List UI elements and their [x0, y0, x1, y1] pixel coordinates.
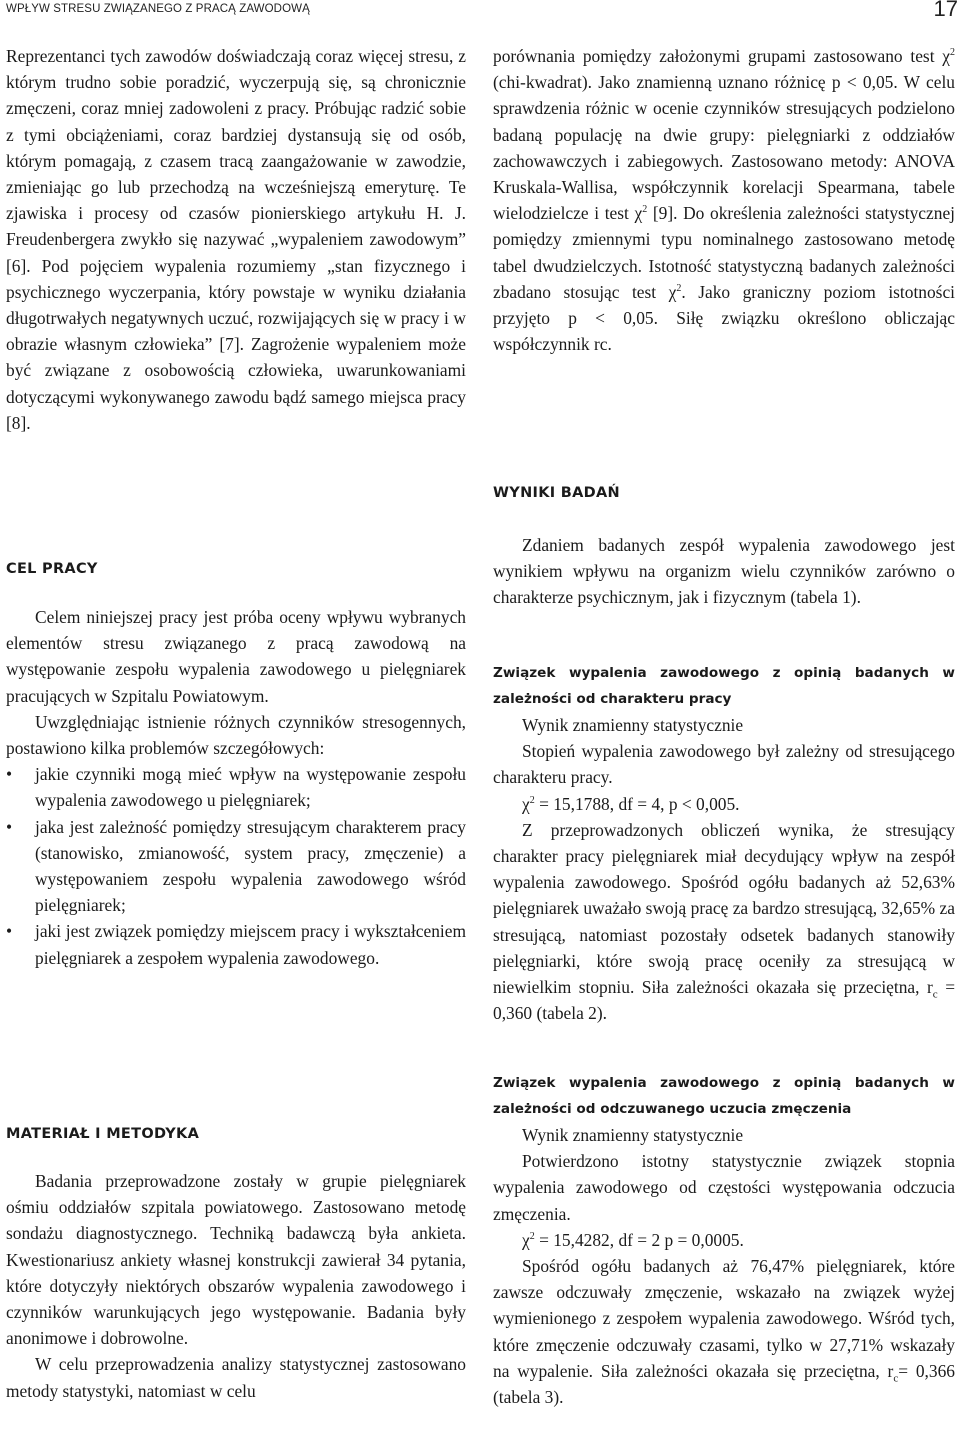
fatigue-paragraph-1: Potwierdzono istotny statystycznie związek stopnia wypalenia zawodowego od częstości występowania odczucia zmęczenia.	[493, 1151, 955, 1224]
subheading-work-character: Związek wypalenia zawodowego z opinią badanych w zależności od charakteru pracy	[493, 665, 955, 707]
work-character-paragraph-1: Stopień wypalenia zawodowego był zależny od stresującego charakteru pracy.	[493, 741, 955, 788]
results-heading: WYNIKI BADAŃ	[493, 485, 620, 501]
work-character-paragraph-2: Z przeprowadzonych obliczeń wynika, że stresujący charakter pracy pielęgniarek miał decydujący wpływ na zespół wypalenia zawodowego. Spośród ogółu badanych aż 52,63% pielęgniarek uważało swoją pracę za bardzo stresującą, 32,65% za stresującą, natomiast pozostały odsetek badanych stanowiły pielęgniarki, które swoją pracę oceniły za stresującą w niewielkim stopniu. Siła zależności okazała się przeciętna, $r_c = 0,360$ (tabela 2).	[493, 819, 955, 1024]
aim-paragraph-1: Celem niniejszej pracy jest próba oceny wpływu wybranych elementów stresu związanego z pracą zawodową na występowanie zespołu wypalenia zawodowego u pielęgniarek pracujących w Szpitalu Powiatowym.	[6, 607, 466, 706]
fatigue-paragraph-2: Spośród ogółu badanych aż 76,47% pielęgniarek, które zawsze odczuwały zmęczenie, wskazało na związek wyżej wymienionego z zespołem wypalenia zawodowego. Wśród tych, które zmęczenie odczuwały czasami, tylko w 27,71% wskazały na wypalenie. Siła zależności okazała się przeciętna, $r_c= 0,366$ (tabela 3).	[493, 1256, 955, 1408]
list-item: • jakie czynniki mogą mieć wpływ na występowanie zespołu wypalenia zawodowego u pielęgniarek;	[6, 761, 466, 813]
results-paragraph: Zdaniem badanych zespół wypalenia zawodowego jest wynikiem wpływu na organizm wielu czynników zarówno o charakterze psychicznym, jak i fizycznym (tabela 1).	[493, 535, 955, 608]
methods-paragraph-1: Badania przeprowadzone zostały w grupie pielęgniarek ośmiu oddziałów szpitala powiatowego. Zastosowano metodę sondażu diagnostycznego. Techniką badawczą była ankieta. Kwestionariusz ankiety własnej konstrukcji zawierał 34 pytania, które dotyczyły niektórych obszarów wypalenia zawodowego i czynników warunkujących jego występowanie. Badania były anonimowe i dobrowolne.	[6, 1171, 466, 1349]
methods-continuation: porównania pomiędzy założonymi grupami zastosowano test $\chi^2$ (chi-kwadrat). Jako znamienną uznano różnicę p < 0,05. W celu sprawdzenia różnic w ocenie czynników stresujących podzielono badaną populację na dwie grupy: pielęgniarki z oddziałów zachowawczych i zabiegowych. Zastosowano metody: ANOVA Kruskala-Wallisa, współczynnik korelacji Spearmana, tabele wielodzielcze i test $\chi^2$ [9]. Do określenia zależności statystycznej pomiędzy zmiennymi typu nominalnego zastosowano metodę tabel dwudzielczych. Istotność statystyczną badanych zależności zbadano stosując test $\chi^2$. Jako graniczny poziom istotności przyjęto p < 0,05. Siłę związku określono obliczając współczynnik rc.	[493, 46, 955, 355]
running-title: WPŁYW STRESU ZWIĄZANEGO Z PRACĄ ZAWODOWĄ	[6, 3, 310, 15]
aim-bullet-list	[6, 761, 466, 971]
aim-heading: CEL PRACY	[6, 561, 98, 577]
subheading-fatigue: Związek wypalenia zawodowego z opinią badanych w zależności od odczuwanego uczucia zmęczenia	[493, 1075, 955, 1117]
intro-paragraph: Reprezentanci tych zawodów doświadczają coraz więcej stresu, z którym trudno sobie poradzić, wyczerpują się, są chronicznie zmęczeni, coraz mniej zadowoleni z pracy. Próbując radzić sobie z tymi obciążeniami, coraz bardziej dystansują się od osób, którym pomagają, z czasem tracą zaangażowanie w zawodzie, zmieniając go lub przechodzą na wcześniejszą emeryturę. Te zjawiska i procesy od czasów pionierskiego artykułu H. J. Freudenbergera zwykło się nazywać „wypaleniem zawodowym” [6]. Pod pojęciem wypalenia rozumiemy „stan fizycznego i psychicznego wyczerpania, który powstaje w wyniku działania długotrwałych negatywnych uczuć, rozwijających się w pracy i w obrazie własnym człowieka” [7]. Zagrożenie wypaleniem może być związane z osobowością człowieka, uwarunkowaniami dotyczącymi wykonywanego zawodu bądź samego miejsca pracy [8].	[6, 46, 466, 433]
chi-square-result-1: $\chi^2 = 15,1788$, df = 4, p < 0,005.	[522, 793, 740, 814]
chi-square-result-2: $\chi^2 = 15,4282$, df = 2 p = 0,0005.	[522, 1229, 744, 1250]
methods-heading: MATERIAŁ I METODYKA	[6, 1126, 200, 1142]
aim-paragraph-2: Uwzględniając istnienie różnych czynników stresogennych, postawiono kilka problemów szczegółowych:	[6, 711, 466, 759]
page-number: 17	[933, 0, 958, 21]
significance-note: Wynik znamienny statystycznie	[522, 715, 744, 735]
list-item: • jaka jest zależność pomiędzy stresującym charakterem pracy (stanowisko, zmianowość, system pracy, zmęczenie) a występowaniem zespołu wypalenia zawodowego wśród pielęgniarek;	[6, 814, 466, 919]
methods-paragraph-2: W celu przeprowadzenia analizy statystycznej zastosowano metody statystyki, natomiast w celu	[6, 1354, 466, 1401]
significance-note: Wynik znamienny statystycznie	[522, 1125, 744, 1145]
list-item: • jaki jest związek pomiędzy miejscem pracy i wykształceniem pielęgniarek a zespołem wypalenia zawodowego.	[6, 918, 466, 970]
